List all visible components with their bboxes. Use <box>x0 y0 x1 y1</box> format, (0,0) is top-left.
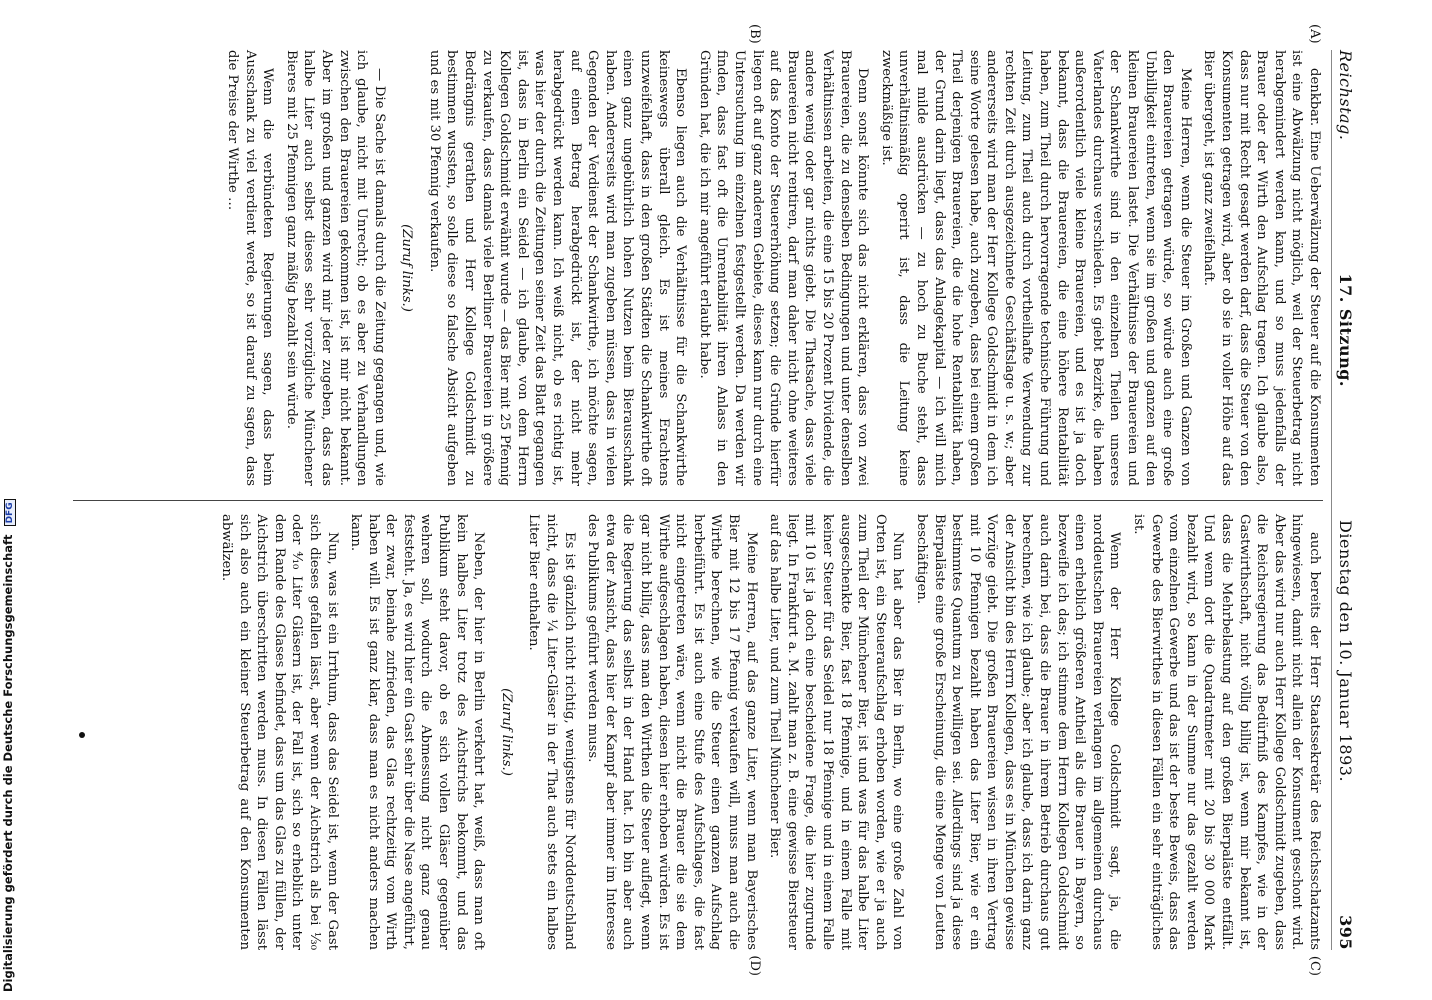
paragraph: Denn sonst könnte sich das nicht erklären, dass von zwei Brauereien, die zu denselben Bedingungen und unter denselben Verhältnissen arbeiten, die eine 15 bis 20 Prozent Dividende, die andere wenig oder gar nichts giebt. Die Thatsache, dass viele Brauereien nicht rentiren, darf man daher nicht ohne weiteres auf das Konto der Steuererhöhung setzen; die Gründe hierfür liegen oft auf ganz anderem Gebiete, dieses kann nur durch eine Untersuchung im einzelnen festgestellt werden. Da werden wir finden, dass fast oft die Unrentabilität ihren Anlass in den Gründen hat, die ich mir angeführt erlaubt habe. <box>696 50 871 486</box>
header-left: Reichstag. <box>1336 50 1355 141</box>
right-column <box>73 514 1323 976</box>
paragraph: auch bereits der Herr Staatssekretär des Reichsschatzamts hingewiesen, damit nicht allein der Konsument geschont wird. Aber das wird nur auch Herr Kollege Goldschmidt zugeben, dass die Reichsregierung das Bedürfniß des Kampfes, wie in der Gastwirthschaft, nicht völlig billig ist, wenn mir bekannt ist, dass die Mehrbelastung auf den großen Bierpaläste entfällt. Und wenn dort die Quadratmeter mit 20 bis 30 000 Mark bezahlt wird, so kann in der Summe nur das gezahlt werden vom einzelnen Gewerbe und das ist der beste Beweis, dass das Gewerbe des Bierwirthes in diesen Fällen ein sehr einträgliches ist. <box>1131 514 1322 950</box>
paragraph: — Die Sache ist damals durch die Zeitung gegangen und, wie ich glaube, nicht mit Unrecht; ob es aber zu Verhandlungen zwischen den Brauereien gekommen ist, ist mir nicht bekannt. Aber im großen und ganzen wird mir jeder zugeben, dass das halbe Liter auch selbst dieses sehr vorzügliche Münchener Bieres mit 25 Pfennigen ganz mäßig bezahlt sein würde. <box>283 50 387 486</box>
print-dot <box>79 732 85 738</box>
paragraph: Meine Herren, wenn die Steuer im Großen und Ganzen von den Brauereien getragen würde, so würde auch eine große Unbilligkeit eintreten, wenn sie im großen und ganzen auf den kleinen Brauereien lastet. Die Verhältnisse der Brauereien und der Schankwirthe sind in den einzelnen Theilen unseres Vaterlandes durchaus verschieden. Es giebt Bezirke, die haben außerordentlich viele kleine Brauereien, und es ist ja doch bekannt, dass die Brauereien, die eine höhere Rentabilität haben, zum Theil durch hervorragende technische Führung und Leitung, zum Theil auch durch vortheilhafte Verwendung zur rechten Zeit durch ausgezeichnete Geschäftslage u. s. w.; aber andererseits wird man der Herr Kollege Goldschmidt in dem ich seine Worte gelesen habe, auch zugeben, dass bei einem großen Theil derjenigen Brauereien, die die hohe Rentabilität haben, der Grund darin liegt, dass das Anlagekapital — ich will mich mal milde ausdrücken — zu hoch zu Buche steht, dass unverhältnismäßig operirt ist, dass die Leitung keine zweckmäßige ist. <box>878 50 1193 486</box>
paragraph: Wenn der Herr Kollege Goldschmidt sagt, ja, die norddeutschen Brauereien verlangen im allgemeinen durchaus einen erheblich größeren Antheil als die Brauer in Bayern, so bezweifle ich das; ich stimme dem Herrn Kollegen Goldschmidt auch darin bei, dass die Brauer in ihrem Betrieb durchaus gut berechnen, wie ich glaube; aber ich glaube, dass ich darin ganz der Ansicht bin des Herrn Kollegen, dass es in München gewisse Vorzüge giebt. Die großen Brauereien wissen in ihren Vertrag mit 10 Pfennigen bezahlt haben das Liter Bier, wie er ein bestimmtes Quantum zu bewilligen sei. Allerdings sind ja diese Bierpaläste eine große Erscheinung, die eine Menge von Leuten beschäftigen. <box>913 514 1123 950</box>
credit-text: Digitalisierung gefördert durch die Deutsche Forschungsgemeinschaft <box>1 534 15 992</box>
interjection-note: (Zuruf links.) <box>498 688 514 776</box>
paragraph: Neben, der hier in Berlin verkehrt hat, weiß, dass man oft kein halbes Liter trotz des Aichstrichs bekommt, und das Publikum steht davor, ob es sich vollen Gläser gegenüber wehren soll, wodurch die Abmessung nicht ganz genau feststeht. Ja, es wird hier ein Gast sehr über die Nase angeführt, der zwar, beinahe zufrieden, das Glas rechtzeitig vom Wirth haben will. Es ist ganz klar, dass man es nicht anders machen kann. <box>348 514 487 950</box>
digitization-credit <box>1 499 16 992</box>
dfg-logo-icon: DFG <box>4 499 16 526</box>
interjection-note: (Zuruf links.) <box>399 224 415 312</box>
paragraph: Ebenso liegen auch die Verhältnisse für die Schankwirthe keineswegs überall gleich. Es ist meines Erachtens unzweifelhaft, dass in den großen Städten die Schankwirthe oft einen ganz ungebührlich hohen Nutzen beim Bierausschank haben. Andererseits wird man zugeben müssen, dass in vielen Gegenden der Verdienst der Schankwirthe, ich möchte sagen, auf einen Betrag herabgedrückt ist, der nicht mehr herabgedrückt werden kann. Ich weiß nicht, ob es richtig ist, was hier der durch die Zeitungen seiner Zeit das Blatt gegangen ist, dass in Berlin ein Seidel — ich glaube, von dem Herrn Kollegen Goldschmidt erwähnt wurde — das Bier mit 25 Pfennig zu verkaufen, dass damals viele Berliner Brauereien in größere Bedrängnis gerathen und Herr Kollege Goldschmidt zu bestimmen wussten, so solle diese so falsche Absicht aufgeben und es mit 30 Pfennig verkaufen. <box>426 50 689 486</box>
paragraph: Nun hat aber das Bier in Berlin, wo eine große Zahl von Orten ist, ein Steueraufschlag erhoben worden, wie er ja auch zum Theil der Münchener Bier, ist und was für das halbe Liter ausgeschenkte Bier, fast 18 Pfennige, und in einem Falle mit keiner Steuer für das Seidel nur 18 Pfennige und in einem Falle mit 10 ist ja doch eine bescheidene Frage, die hier zugrunde liegt. In Frankfurt a. M. zahlt man z. B. eine gewisse Biersteuer auf das halbe Liter, und zum Theil Münchener Bier. <box>767 514 906 950</box>
paragraph: Wenn die verbündeten Regierungen sagen, dass beim Ausschank zu viel verdient werde, so ist darauf zu sagen, dass die Preise der Wirthe … <box>224 50 276 486</box>
left-column <box>73 24 1323 486</box>
two-column-body <box>73 24 1323 976</box>
header-center: 17. Sitzung. <box>1336 273 1355 387</box>
paragraph: denkbar. Eine Ueberwälzung der Steuer auf die Konsumenten ist eine Abwälzung nicht möglich, weil der Steuerbetrag nicht herabgemindert werden kann, und so muss jedenfalls der Brauer oder der Wirth den Aufschlag tragen. Ich glaube also, dass nur mit Recht gesagt werden darf, dass die Steuer von den Konsumenten getragen wird, aber ob sie in voller Höhe auf das Bier übergeht, ist ganz zweifelhaft. <box>1201 50 1322 486</box>
header-right: Dienstag den 10. Januar 1893. <box>1336 520 1355 783</box>
paragraph: Meine Herren, auf das ganze Liter, wenn man Bayerisches Bier mit 12 bis 17 Pfennig verkaufen will, muss man auch die Wirthe berechnen, wie die Steuer einen ganzen Aufschlag herbeiführt. Es ist auch eine Stufe des Aufschlages, die fast nicht eingetreten wäre, wenn nicht die Brauer die sie dem Wirthe aufgeschlagen haben, diesen hier erhoben würden. Es ist gar nicht billig, dass man den Wirthen die Steuer auflegt, wenn die Regierung das selbst in der Hand hat. Ich bin aber auch etwa der Ansicht, dass hier der Kampf aber immer im Interesse des Publikums geführt werden muss. <box>585 514 759 950</box>
page-number: 395 <box>1336 915 1355 950</box>
margin-marker-a: (A) <box>1307 24 1322 44</box>
margin-marker-c: (C) <box>1307 955 1322 976</box>
margin-marker-d: (D) <box>747 955 762 976</box>
running-head <box>1331 50 1355 950</box>
paragraph: Nun, was ist ein Irrthum, dass das Seidel ist, wenn der Gast sich dieses gefallen lässt, aber wenn der Aichstrich als bei ⅓₀ oder ⁴⁄₁₀ Liter Gläsern ist, der Fall ist, sich so erheblich unter dem Rande des Glases befindet, dass um das Glas zu füllen, der Aichstrich überschritten werden muss. In diesen Fällen lässt sich also auch ein kleiner Steuerbetrag auf den Konsumenten abwälzen. <box>218 514 340 950</box>
rotated-document-page <box>41 20 1391 980</box>
paragraph: Es ist gänzlich nicht richtig, wenigstens für Norddeutschland nicht, dass die ¼ Liter-Gläser in der That auch stets ein halbes Liter Bier enthalten. <box>526 514 577 950</box>
margin-marker-b: (B) <box>747 24 762 44</box>
